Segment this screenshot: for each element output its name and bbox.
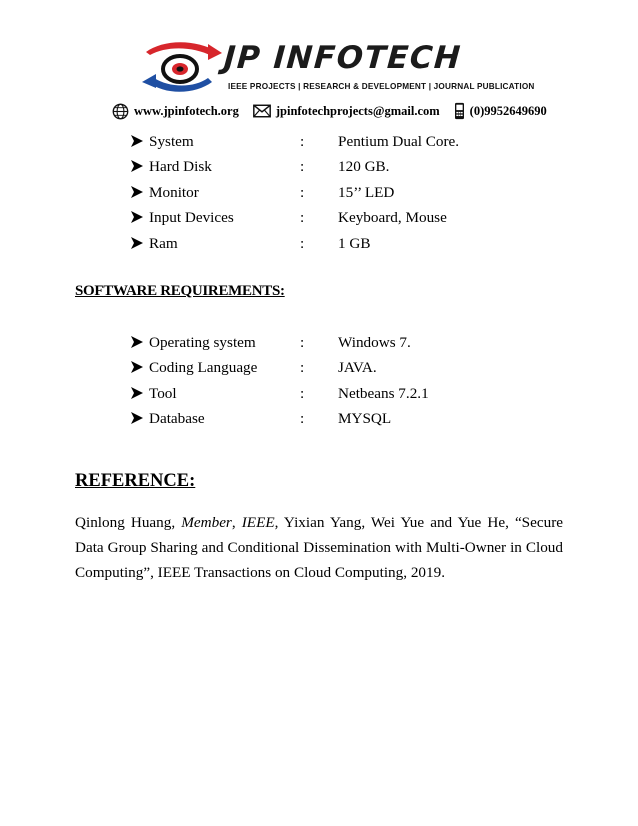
globe-icon — [112, 103, 129, 120]
spec-colon: : — [300, 183, 305, 201]
spec-label: Database — [149, 410, 205, 428]
reference-ieee: IEEE — [241, 514, 275, 531]
brand-tagline: IEEE PROJECTS | RESEARCH & DEVELOPMENT | JOURNAL PUBLICATION — [228, 82, 535, 91]
contact-bar — [112, 100, 547, 122]
reference-citation: , Yixian Yang, Wei Yue and Yue He, “Secure Data Group Sharing and Conditional Dissemination with Multi-Owner in Cloud Computing”, IEEE Transactions on Cloud Computing, 2019. — [75, 514, 564, 581]
reference-heading: REFERENCE: — [75, 471, 196, 491]
spec-label: Monitor — [149, 183, 199, 201]
letterhead — [0, 0, 638, 128]
spec-label: Coding Language — [149, 359, 258, 377]
spec-colon: : — [300, 209, 305, 227]
spec-value: 15’’ LED — [338, 183, 395, 201]
jp-infotech-logo-icon — [142, 38, 222, 96]
reference-member: Member — [181, 514, 232, 531]
spec-value: 1 GB — [338, 234, 371, 252]
spec-colon: : — [300, 133, 305, 150]
software-requirements-heading: SOFTWARE REQUIREMENTS: — [75, 283, 285, 299]
website-text: www.jpinfotech.org — [134, 103, 239, 118]
spec-colon: : — [300, 410, 305, 428]
envelope-icon — [253, 104, 271, 118]
spec-colon: : — [300, 158, 305, 176]
reference-separator: , — [231, 514, 242, 531]
spec-colon: : — [300, 359, 305, 377]
website-contact[interactable] — [112, 103, 239, 120]
spec-value: JAVA. — [338, 359, 377, 377]
spec-value: Keyboard, Mouse — [338, 209, 447, 227]
phone-contact[interactable] — [454, 102, 547, 120]
arrow-bullet-icon — [130, 411, 144, 425]
spec-value: Windows 7. — [338, 334, 411, 351]
reference-paragraph — [75, 510, 563, 585]
email-text: jpinfotechprojects@gmail.com — [275, 103, 440, 118]
arrow-bullet-icon — [130, 335, 144, 349]
mobile-phone-icon — [454, 102, 465, 120]
brand-name: JP INFOTECH — [222, 40, 463, 76]
spec-label: Operating system — [149, 334, 256, 351]
phone-text: (0)9952649690 — [469, 103, 547, 118]
spec-label: System — [149, 133, 194, 150]
reference-authors-lead: Qinlong Huang, — [75, 514, 182, 531]
spec-value: 120 GB. — [338, 158, 390, 176]
arrow-bullet-icon — [130, 210, 144, 224]
spec-value: Pentium Dual Core. — [338, 133, 460, 150]
spec-label: Tool — [149, 384, 177, 402]
arrow-bullet-icon — [130, 159, 144, 173]
spec-value: Netbeans 7.2.1 — [338, 384, 429, 402]
email-contact[interactable] — [253, 104, 440, 119]
arrow-bullet-icon — [130, 360, 144, 374]
arrow-bullet-icon — [130, 134, 144, 148]
spec-label: Input Devices — [149, 209, 234, 227]
arrow-bullet-icon — [130, 386, 144, 400]
arrow-bullet-icon — [130, 236, 144, 250]
spec-value: MYSQL — [338, 410, 392, 428]
arrow-bullet-icon — [130, 185, 144, 199]
spec-label: Hard Disk — [149, 158, 212, 176]
spec-colon: : — [300, 384, 305, 402]
spec-label: Ram — [149, 234, 178, 252]
spec-colon: : — [300, 234, 305, 252]
spec-colon: : — [300, 334, 305, 351]
